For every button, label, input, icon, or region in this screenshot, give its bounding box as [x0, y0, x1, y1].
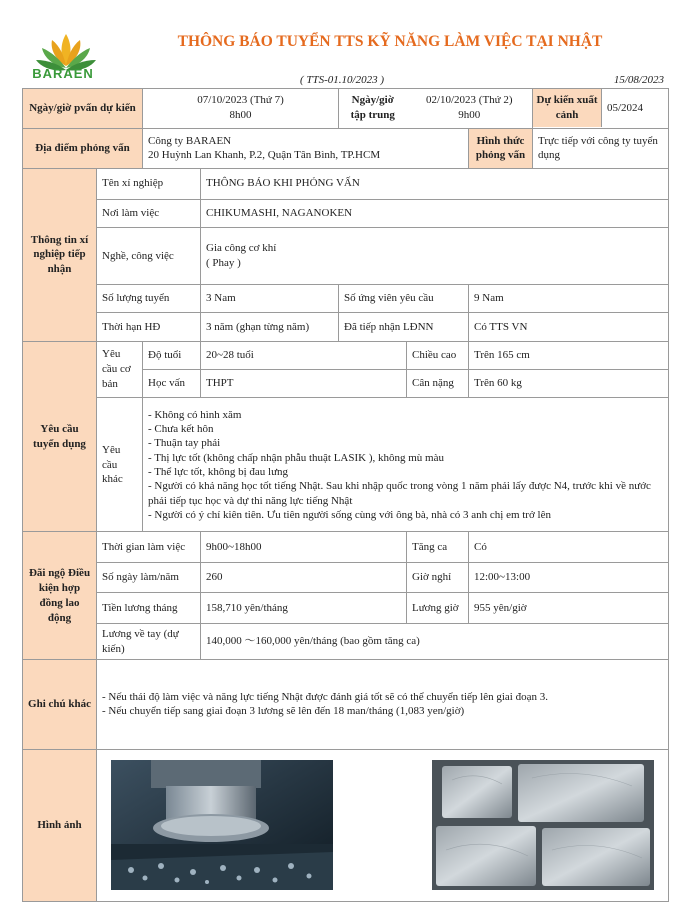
work-hours-label: Thời gian làm việc — [97, 532, 201, 562]
list-item: - Nếu thái độ làm việc và năng lực tiếng Nhật được đánh giá tốt sẽ có thể chuyển tiếp lên giai đoạn 3. — [102, 691, 548, 704]
job-label: Nghề, công việc — [97, 228, 201, 285]
images-section: Hình ảnh — [23, 749, 97, 901]
other-requirements-label: Yêu cầu khác — [97, 398, 143, 532]
gather-date-label: Ngày/giờ tập trung — [339, 89, 407, 129]
weight-value: Trên 60 kg — [469, 370, 669, 398]
benefits-section: Đãi ngộ Điều kiện hợp đồng lao động — [23, 532, 97, 660]
contract-value: 3 năm (ghạn từng năm) — [201, 313, 339, 341]
basic-requirements-label: Yêu cầu cơ bản — [97, 341, 143, 398]
interview-place-label: Địa điểm phỏng vấn — [23, 128, 143, 169]
quantity-label: Số lượng tuyển — [97, 284, 201, 312]
requirements-section: Yêu cầu tuyển dụng — [23, 341, 97, 532]
height-value: Trên 165 cm — [469, 341, 669, 369]
monthly-salary-label: Tiền lương tháng — [97, 593, 201, 623]
age-value: 20~28 tuổi — [201, 341, 407, 369]
takehome-value: 140,000 ～160,000 yên/tháng (bao gồm tăng ca) — [201, 623, 669, 660]
departure-label: Dự kiến xuất cảnh — [533, 89, 602, 127]
break-value: 12:00~13:00 — [469, 562, 669, 592]
company-info-section: Thông tin xí nghiệp tiếp nhận — [23, 169, 97, 341]
contract-label: Thời hạn HĐ — [97, 313, 201, 341]
monthly-salary-value: 158,710 yên/tháng — [201, 593, 407, 623]
document-date: 15/08/2023 — [613, 74, 664, 86]
overtime-label: Tăng ca — [407, 532, 469, 562]
interview-form-label: Hình thức phỏng vấn — [469, 128, 533, 169]
candidates-value: 9 Nam — [469, 284, 669, 312]
list-item: - Không có hình xăm — [148, 408, 242, 421]
departure-value: 05/2024 — [607, 101, 644, 114]
work-hours-value: 9h00~18h00 — [201, 532, 407, 562]
other-requirements-list — [143, 398, 669, 532]
height-label: Chiều cao — [407, 341, 469, 369]
ldnn-value: Có TTS VN — [469, 313, 669, 341]
age-label: Độ tuổi — [143, 341, 201, 369]
ldnn-label: Đã tiếp nhận LĐNN — [339, 313, 469, 341]
document-number: ( TTS-01.10/2023 ) — [300, 74, 385, 86]
list-item: - Thể lực tốt, không bị đau lưng — [148, 465, 289, 478]
logo-text: BARAEN — [32, 66, 94, 81]
gather-date-value: 02/10/2023 (Thứ 2) 9h00 — [407, 89, 533, 129]
milling-machine-photo — [111, 760, 333, 890]
interview-date-value: 07/10/2023 (Thứ 7) 8h00 — [143, 89, 339, 129]
work-days-value: 260 — [201, 562, 407, 592]
machined-parts-photo — [432, 760, 654, 890]
job-value: Gia công cơ khí ( Phay ) — [201, 228, 669, 285]
recruitment-table — [22, 88, 669, 902]
takehome-label: Lương về tay (dự kiến) — [97, 623, 201, 660]
work-days-label: Số ngày làm/năm — [97, 562, 201, 592]
interview-date-label: Ngày/giờ pvấn dự kiến — [23, 89, 143, 129]
education-label: Học vấn — [143, 370, 201, 398]
list-item: - Chưa kết hôn — [148, 423, 214, 436]
page-title: THÔNG BÁO TUYỂN TTS KỸ NĂNG LÀM VIỆC TẠI NHẬT — [177, 33, 603, 50]
company-name-label: Tên xí nghiệp — [97, 169, 201, 199]
departure-cell — [533, 89, 669, 129]
quantity-value: 3 Nam — [201, 284, 339, 312]
education-value: THPT — [201, 370, 407, 398]
workplace-value: CHIKUMASHI, NAGANOKEN — [201, 199, 669, 227]
images-cell — [97, 749, 669, 901]
workplace-label: Nơi làm việc — [97, 199, 201, 227]
list-item: - Người có khả năng học tốt tiếng Nhật. Sau khi nhập quốc trong vòng 1 năm phải lấy được N4, trước khi về nước phải tiếp tục học và dự thi năng lực tiếng Nhật — [148, 480, 651, 507]
company-name-value: THÔNG BÁO KHI PHỎNG VẤN — [201, 169, 669, 199]
break-label: Giờ nghỉ — [407, 562, 469, 592]
notes-list — [97, 660, 669, 749]
list-item: - Nếu chuyển tiếp sang giai đoạn 3 lương sẽ lên đến 18 man/tháng (1,083 yen/giờ) — [102, 705, 465, 718]
hourly-wage-label: Lương giờ — [407, 593, 469, 623]
list-item: - Người có ý chí kiên tiên. Ưu tiên người sống cùng với ông bà, nhà có 3 anh chị em trở lên — [148, 508, 551, 521]
overtime-value: Có — [469, 532, 669, 562]
notes-section: Ghi chú khác — [23, 660, 97, 749]
weight-label: Cân nặng — [407, 370, 469, 398]
hourly-wage-value: 955 yên/giờ — [469, 593, 669, 623]
candidates-label: Số ứng viên yêu cầu — [339, 284, 469, 312]
list-item: - Thuận tay phải — [148, 437, 221, 450]
interview-form-value: Trực tiếp với công ty tuyển dụng — [533, 128, 669, 169]
interview-place-value: Công ty BARAEN 20 Huỳnh Lan Khanh, P.2, Quận Tân Bình, TP.HCM — [143, 128, 469, 169]
list-item: - Thị lực tốt (không chấp nhận phẫu thuật LASIK ), không mù màu — [148, 451, 444, 464]
